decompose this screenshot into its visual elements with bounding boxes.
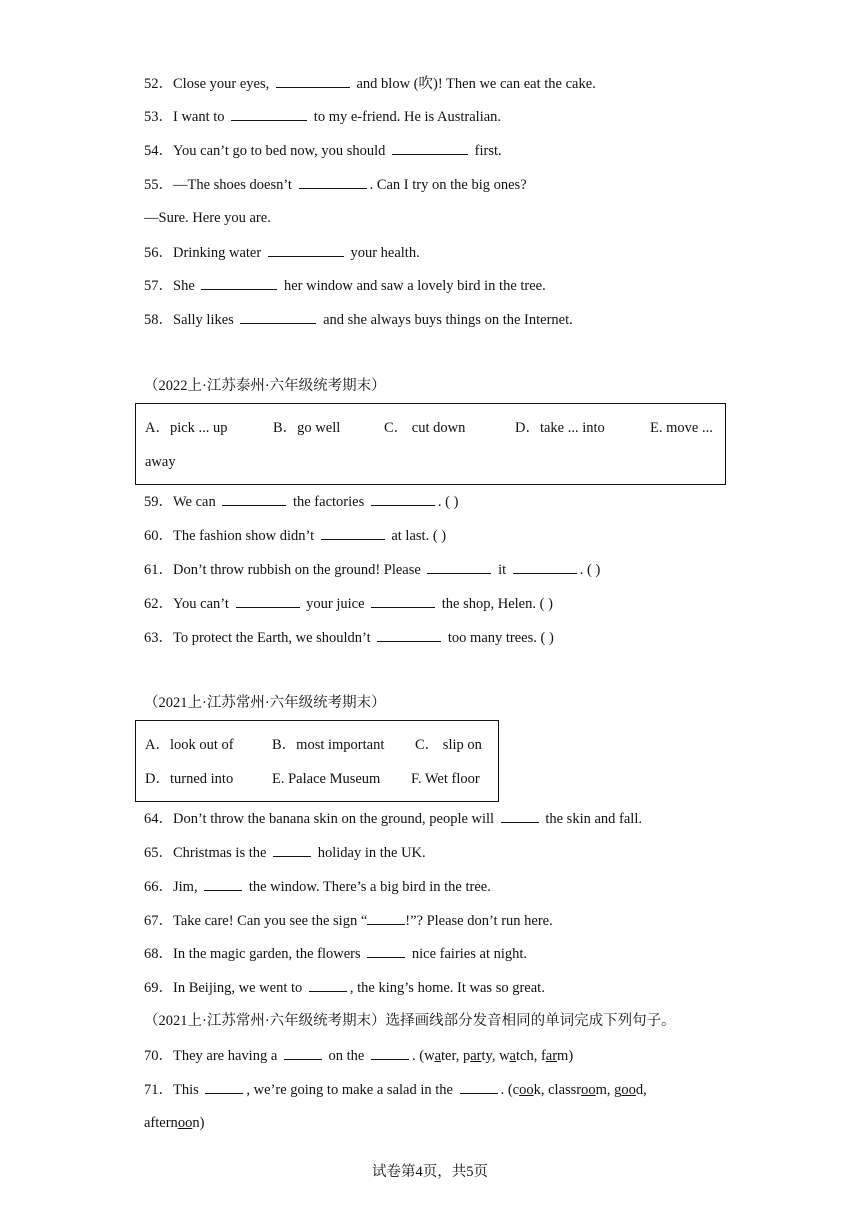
answer-blank[interactable] bbox=[222, 491, 286, 506]
question-57: 57．She her window and saw a lovely bird in the tree. bbox=[144, 275, 546, 296]
answer-blank[interactable] bbox=[204, 876, 242, 891]
answer-blank[interactable] bbox=[501, 808, 539, 823]
answer-blank[interactable] bbox=[284, 1045, 322, 1060]
answer-blank[interactable] bbox=[231, 106, 307, 121]
question-55: 55．—The shoes doesn’t . Can I try on the big ones? bbox=[144, 174, 527, 195]
question-52: 52．Close your eyes, and blow (吹)! Then we can eat the cake. bbox=[144, 73, 596, 94]
word-option: C． cut down bbox=[384, 420, 466, 436]
word-option: A．pick ... up bbox=[145, 420, 228, 436]
page-footer: 试卷第4页，共5页 bbox=[372, 1164, 488, 1180]
question-61: 61．Don’t throw rubbish on the ground! Please it . ( ) bbox=[144, 559, 600, 580]
answer-blank[interactable] bbox=[240, 309, 316, 324]
question-54: 54．You can’t go to bed now, you should first. bbox=[144, 140, 502, 161]
question-53: 53．I want to to my e-friend. He is Australian. bbox=[144, 106, 501, 127]
word-option: D．turned into bbox=[145, 771, 234, 787]
word-option: D．take ... into bbox=[515, 420, 605, 436]
word-bank-box bbox=[135, 403, 726, 485]
question-59: 59．We can the factories . ( ) bbox=[144, 491, 458, 512]
answer-blank[interactable] bbox=[276, 73, 350, 88]
question-65: 65．Christmas is the holiday in the UK. bbox=[144, 842, 426, 863]
word-option: C． slip on bbox=[415, 737, 482, 753]
answer-blank[interactable] bbox=[371, 593, 435, 608]
question-58: 58．Sally likes and she always buys things on the Internet. bbox=[144, 309, 573, 330]
answer-blank[interactable] bbox=[236, 593, 300, 608]
question-69: 69．In Beijing, we went to , the king’s home. It was so great. bbox=[144, 977, 545, 998]
question-63: 63．To protect the Earth, we shouldn’t too many trees. ( ) bbox=[144, 627, 554, 648]
answer-blank[interactable] bbox=[268, 242, 344, 257]
answer-blank[interactable] bbox=[367, 910, 405, 925]
question-67: 67．Take care! Can you see the sign “ !”? Please don’t run here. bbox=[144, 910, 553, 931]
question-62: 62．You can’t your juice the shop, Helen. ( ) bbox=[144, 593, 553, 614]
question-60: 60．The fashion show didn’t at last. ( ) bbox=[144, 525, 446, 546]
answer-blank[interactable] bbox=[273, 842, 311, 857]
word-option: E. move ... bbox=[650, 420, 713, 436]
question-71: 71．This , we’re going to make a salad in the . (cook, classroom, good, bbox=[144, 1079, 647, 1100]
question-70: 70．They are having a on the . (water, party, watch, farm) bbox=[144, 1045, 573, 1066]
answer-blank[interactable] bbox=[513, 559, 577, 574]
answer-blank[interactable] bbox=[299, 174, 367, 189]
answer-blank[interactable] bbox=[392, 140, 468, 155]
word-bank-box bbox=[135, 720, 499, 802]
answer-blank[interactable] bbox=[309, 977, 347, 992]
answer-blank[interactable] bbox=[201, 275, 277, 290]
answer-blank[interactable] bbox=[371, 491, 435, 506]
answer-blank[interactable] bbox=[427, 559, 491, 574]
answer-blank[interactable] bbox=[377, 627, 441, 642]
question-66: 66．Jim, the window. There’s a big bird in the tree. bbox=[144, 876, 491, 897]
answer-blank[interactable] bbox=[205, 1079, 243, 1094]
question-64: 64．Don’t throw the banana skin on the ground, people will the skin and fall. bbox=[144, 808, 642, 829]
question-68: 68．In the magic garden, the flowers nice fairies at night. bbox=[144, 943, 527, 964]
answer-blank[interactable] bbox=[371, 1045, 409, 1060]
word-option: E. Palace Museum bbox=[272, 771, 381, 787]
word-option: B．most important bbox=[272, 737, 385, 753]
word-option-continued: away bbox=[145, 454, 176, 470]
word-option: A．look out of bbox=[145, 737, 234, 753]
answer-blank[interactable] bbox=[367, 943, 405, 958]
question-56: 56．Drinking water your health. bbox=[144, 242, 420, 263]
answer-blank[interactable] bbox=[321, 525, 385, 540]
word-option: F. Wet floor bbox=[411, 771, 480, 787]
section-instruction: （2021上·江苏常州·六年级统考期末）选择画线部分发音相同的单词完成下列句子。 bbox=[144, 1013, 676, 1029]
section-source: （2021上·江苏常州·六年级统考期末） bbox=[144, 695, 386, 711]
question-55-reply: —Sure. Here you are. bbox=[144, 210, 271, 226]
question-71-continued: afternoon) bbox=[144, 1115, 205, 1131]
answer-blank[interactable] bbox=[460, 1079, 498, 1094]
section-source: （2022上·江苏泰州·六年级统考期末） bbox=[144, 378, 386, 394]
word-option: B．go well bbox=[273, 420, 341, 436]
